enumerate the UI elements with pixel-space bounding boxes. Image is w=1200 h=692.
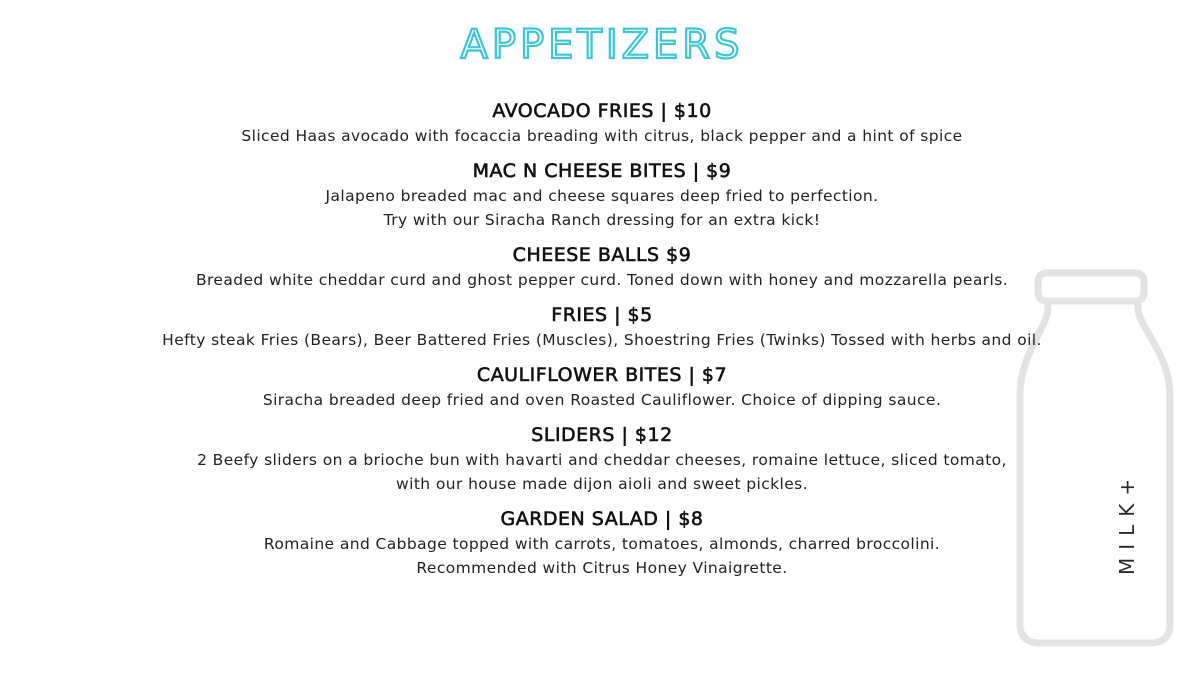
- item-description: with our house made dijon aioli and sweet pickles.: [396, 475, 808, 493]
- item-description: Breaded white cheddar curd and ghost pepper curd. Toned down with honey and mozzarella pearls.: [195, 271, 1009, 289]
- menu-item: [0, 506, 1200, 580]
- menu-item: [0, 362, 1200, 412]
- item-description: Romaine and Cabbage topped with carrots, tomatoes, almonds, charred broccolini.: [263, 535, 941, 553]
- item-name: GARDEN SALAD | $8: [500, 508, 704, 530]
- item-name: SLIDERS | $12: [531, 424, 673, 446]
- menu-item: [0, 158, 1200, 232]
- item-description: Jalapeno breaded mac and cheese squares deep fried to perfection.: [325, 187, 879, 205]
- item-name: CHEESE BALLS $9: [512, 244, 692, 266]
- item-description: Try with our Siracha Ranch dressing for an extra kick!: [383, 211, 821, 229]
- item-name: AVOCADO FRIES | $10: [492, 100, 712, 122]
- item-description: Sliced Haas avocado with focaccia breading with citrus, black pepper and a hint of spice: [241, 127, 963, 145]
- item-description: Hefty steak Fries (Bears), Beer Battered Fries (Muscles), Shoestring Fries (Twinks) Tossed with herbs and oil.: [162, 331, 1042, 349]
- item-description: Siracha breaded deep fried and oven Roasted Cauliflower. Choice of dipping sauce.: [262, 391, 942, 409]
- item-name: FRIES | $5: [551, 304, 653, 326]
- menu-item: [0, 242, 1200, 292]
- menu-item: [0, 422, 1200, 496]
- item-name: CAULIFLOWER BITES | $7: [476, 364, 728, 386]
- item-description: Recommended with Citrus Honey Vinaigrette.: [416, 559, 788, 577]
- menu-item: [0, 302, 1200, 352]
- menu-list: [0, 98, 1200, 590]
- menu-item: [0, 98, 1200, 148]
- page-title: APPETIZERS: [460, 22, 744, 68]
- item-description: 2 Beefy sliders on a brioche bun with havarti and cheddar cheeses, romaine lettuce, sliced tomato,: [197, 451, 1007, 469]
- item-name: MAC N CHEESE BITES | $9: [472, 160, 732, 182]
- brand-label: MILK+: [1115, 470, 1139, 575]
